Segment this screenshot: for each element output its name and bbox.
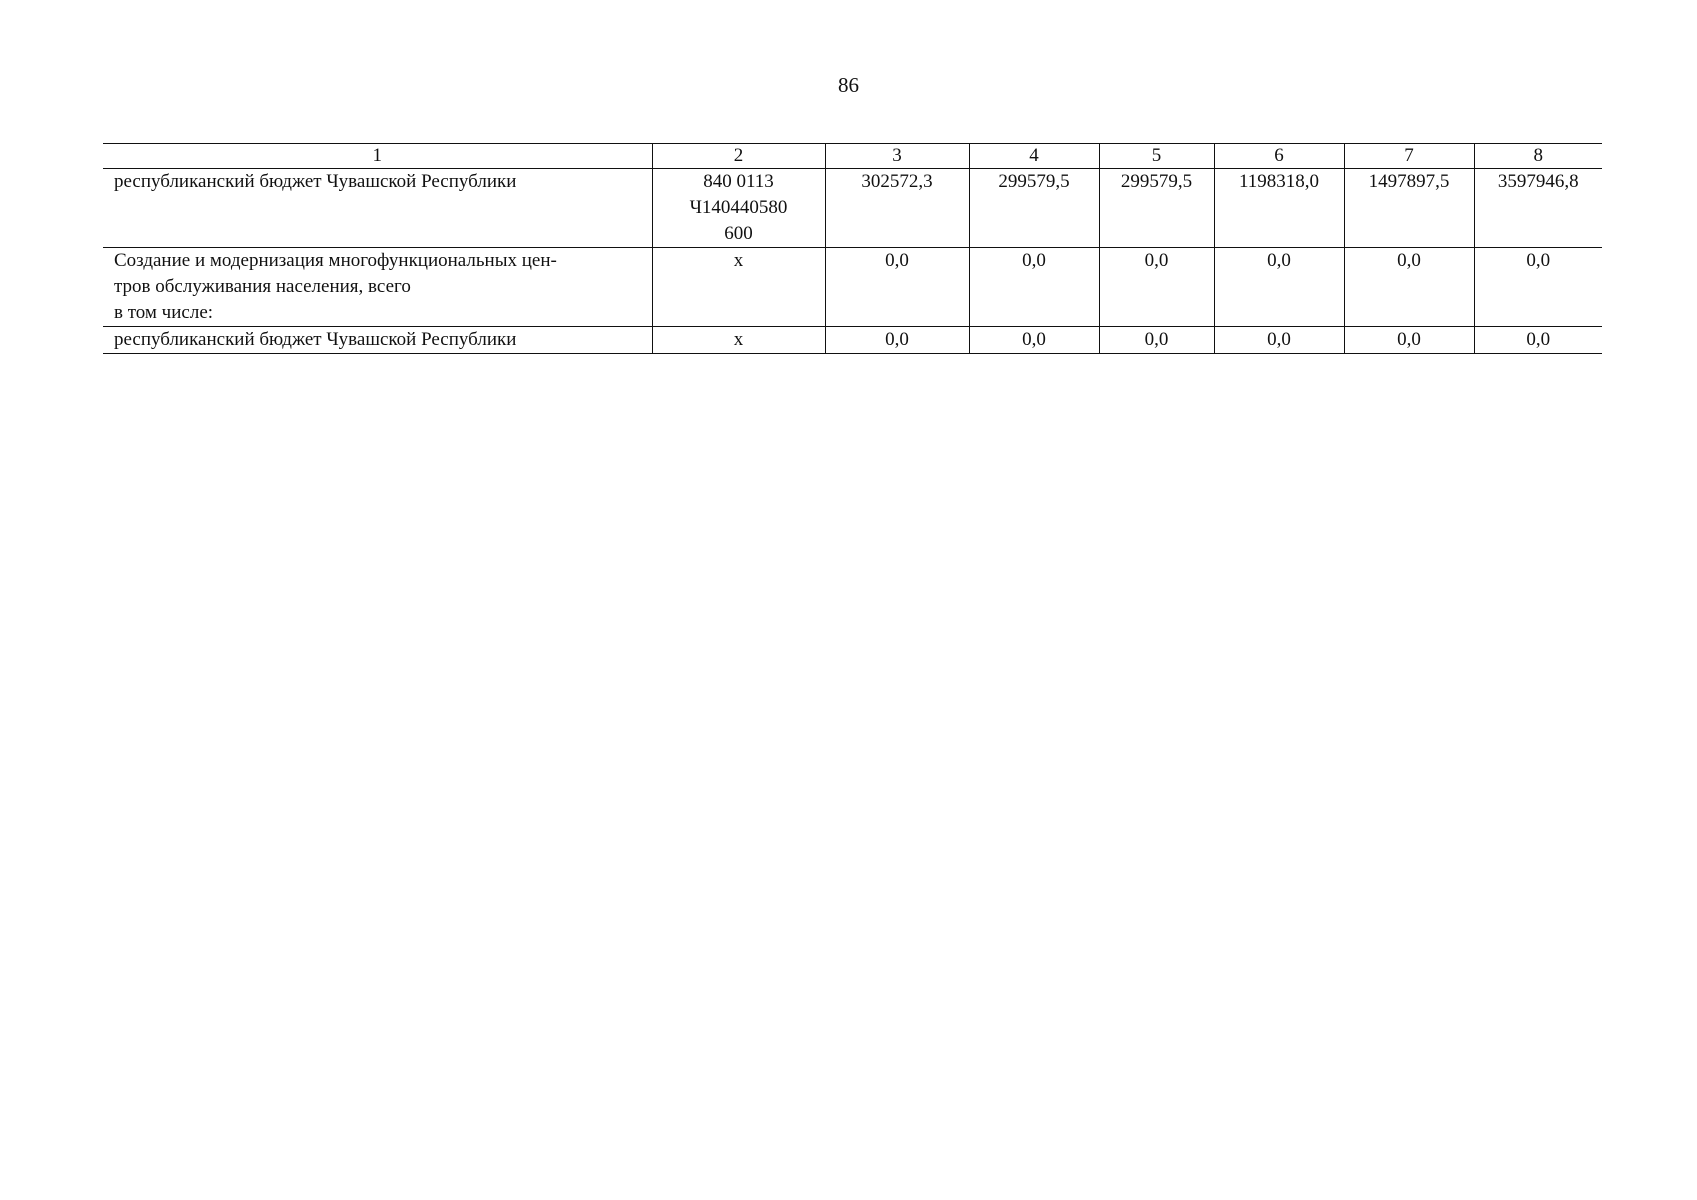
row-name-line: тров обслуживания населения, всего — [114, 276, 411, 297]
amount-cell: 299579,5 — [969, 169, 1099, 248]
amount-cell: 0,0 — [969, 248, 1099, 327]
amount-cell: 0,0 — [1344, 248, 1474, 327]
column-number-header: 1 — [103, 144, 652, 169]
column-number-header: 7 — [1344, 144, 1474, 169]
amount-cell: 0,0 — [1474, 327, 1602, 354]
page-number: 86 — [838, 73, 859, 97]
amount-cell: 0,0 — [825, 248, 969, 327]
budget-table — [103, 143, 1602, 354]
budget-code-line: 840 0113 — [703, 171, 774, 192]
amount-cell: 0,0 — [1214, 327, 1344, 354]
column-number-row — [103, 144, 1602, 169]
budget-code-cell — [652, 327, 825, 354]
amount-cell: 0,0 — [1344, 327, 1474, 354]
amount-cell: 0,0 — [969, 327, 1099, 354]
table-row — [103, 248, 1602, 327]
amount-cell: 1497897,5 — [1344, 169, 1474, 248]
budget-code-cell — [652, 169, 825, 248]
amount-cell: 1198318,0 — [1214, 169, 1344, 248]
budget-code-line: Ч140440580 — [689, 197, 788, 218]
funding-source-cell — [103, 327, 652, 354]
amount-cell: 299579,5 — [1099, 169, 1214, 248]
budget-code-line: x — [733, 250, 744, 271]
row-name-line: Создание и модернизация многофункциональных цен- — [114, 250, 557, 271]
column-number-header: 4 — [969, 144, 1099, 169]
column-number-header: 3 — [825, 144, 969, 169]
column-number-header: 6 — [1214, 144, 1344, 169]
amount-cell: 3597946,8 — [1474, 169, 1602, 248]
column-number-header: 5 — [1099, 144, 1214, 169]
budget-code-line: 600 — [724, 223, 753, 244]
amount-cell: 0,0 — [1099, 248, 1214, 327]
amount-cell: 0,0 — [1474, 248, 1602, 327]
column-number-header: 2 — [652, 144, 825, 169]
table-row — [103, 169, 1602, 248]
budget-code-cell — [652, 248, 825, 327]
budget-code-line: x — [733, 329, 744, 350]
row-name-line: в том числе: — [114, 302, 214, 323]
event-name-cell — [103, 248, 652, 327]
funding-source-cell — [103, 169, 652, 248]
table-row — [103, 327, 1602, 354]
amount-cell: 0,0 — [825, 327, 969, 354]
amount-cell: 0,0 — [1099, 327, 1214, 354]
row-name-line: республиканский бюджет Чувашской Республики — [114, 171, 517, 192]
row-name-line: республиканский бюджет Чувашской Республики — [114, 329, 517, 350]
amount-cell: 302572,3 — [825, 169, 969, 248]
amount-cell: 0,0 — [1214, 248, 1344, 327]
column-number-header: 8 — [1474, 144, 1602, 169]
